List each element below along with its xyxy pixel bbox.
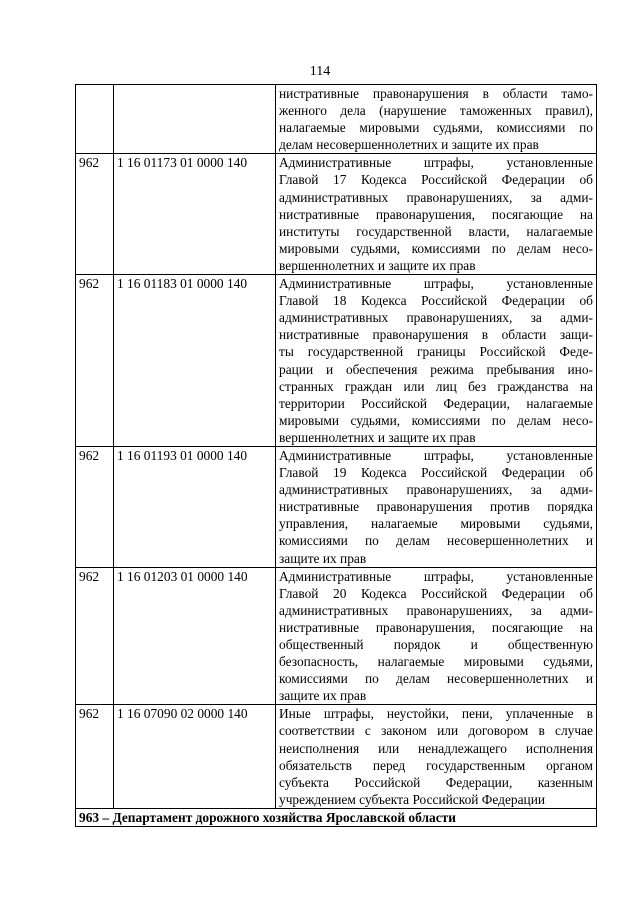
admin-code-cell	[76, 85, 114, 154]
table-row	[76, 705, 597, 809]
description-line: Иные штрафы, неустойки, пени, уплаченные в	[279, 706, 593, 722]
table-row	[76, 85, 597, 154]
description-line: Главой 18 Кодекса Российской Федерации об	[279, 293, 593, 309]
description-line: мировыми судьями, комиссиями по делам несо-	[279, 240, 593, 256]
description-line: налагаемые мировыми судьями, комиссиями по	[279, 120, 593, 136]
description-line: Главой 20 Кодекса Российской Федерации об	[279, 585, 593, 601]
budget-classification-table	[75, 84, 597, 827]
description-line: защите их прав	[279, 688, 367, 704]
budget-code-cell: 1 16 01173 01 0000 140	[114, 154, 276, 275]
description-line: Административные штрафы, установленные	[279, 276, 593, 292]
description-line: нистративные правонарушения в области тамо-	[279, 86, 593, 101]
description-line: Административные штрафы, установленные	[279, 447, 593, 463]
description-line: рации и обеспечения режима пребывания ино-	[279, 361, 593, 377]
description-line: комиссиями по делам несовершеннолетних и	[279, 671, 593, 687]
section-header-row	[76, 808, 597, 826]
description-line: учреждением субъекта Российской Федерации	[279, 791, 546, 807]
description-line: административных правонарушениях, за адми-	[279, 602, 593, 618]
admin-code-cell: 962	[76, 446, 114, 567]
table-body	[76, 85, 597, 827]
description-line: соответствии с законом или договором в случае	[279, 723, 593, 739]
section-header: 963 – Департамент дорожного хозяйства Ярославской области	[76, 808, 597, 826]
description-line: Главой 19 Кодекса Российской Федерации об	[279, 465, 593, 481]
budget-code-cell: 1 16 01183 01 0000 140	[114, 275, 276, 447]
description-line: территории Российской Федерации, налагаемые	[279, 395, 593, 411]
description-line: вершеннолетних и защите их прав	[279, 429, 476, 445]
description-line: обязательств перед государственным органом	[279, 757, 593, 773]
description-line: административных правонарушениях, за адми-	[279, 310, 593, 326]
admin-code-cell: 962	[76, 275, 114, 447]
page-number: 114	[309, 64, 331, 79]
description-cell	[276, 446, 597, 567]
description-line: субъекта Российской Федерации, казенным	[279, 774, 593, 790]
description-cell	[276, 275, 597, 447]
description-line: Главой 17 Кодекса Российской Федерации об	[279, 172, 593, 188]
description-line: нистративные правонарушения против порядка	[279, 499, 593, 515]
table-row	[76, 275, 597, 447]
description-line: административных правонарушениях, за адми-	[279, 482, 593, 498]
admin-code-cell: 962	[76, 705, 114, 809]
admin-code-cell: 962	[76, 154, 114, 275]
description-line: неисполнения или ненадлежащего исполнения	[279, 740, 593, 756]
description-line: защите их прав	[279, 550, 367, 566]
admin-code-cell: 962	[76, 567, 114, 705]
description-line: административных правонарушениях, за адми-	[279, 189, 593, 205]
table-row	[76, 446, 597, 567]
description-line: безопасность, налагаемые мировыми судьями,	[279, 654, 593, 670]
budget-code-cell: 1 16 01193 01 0000 140	[114, 446, 276, 567]
description-line: странных граждан или лиц без гражданства на	[279, 378, 593, 394]
description-line: ты государственной границы Российской Феде-	[279, 344, 593, 360]
description-line: вершеннолетних и защите их прав	[279, 257, 476, 273]
description-cell	[276, 705, 597, 809]
budget-code-cell	[114, 85, 276, 154]
description-cell	[276, 154, 597, 275]
description-line: институты государственной власти, налагаемые	[279, 223, 593, 239]
description-line: женного дела (нарушение таможенных правил),	[279, 103, 593, 119]
description-line: управления, налагаемые мировыми судьями,	[279, 516, 593, 532]
description-line: делам несовершеннолетних и защите их прав	[279, 137, 539, 153]
description-line: Административные штрафы, установленные	[279, 155, 593, 171]
description-line: нистративные правонарушения, посягающие на	[279, 619, 593, 635]
description-cell	[276, 85, 597, 154]
description-line: общественный порядок и общественную	[279, 637, 593, 652]
table-row	[76, 567, 597, 705]
description-line: нистративные правонарушения в области защи-	[279, 327, 593, 343]
table-row	[76, 154, 597, 275]
description-line: комиссиями по делам несовершеннолетних и	[279, 533, 593, 549]
budget-code-cell: 1 16 01203 01 0000 140	[114, 567, 276, 705]
description-line: нистративные правонарушения, посягающие на	[279, 206, 593, 222]
description-line: мировыми судьями, комиссиями по делам несо-	[279, 412, 593, 428]
budget-code-cell: 1 16 07090 02 0000 140	[114, 705, 276, 809]
description-cell	[276, 567, 597, 705]
description-line: Административные штрафы, установленные	[279, 568, 593, 584]
